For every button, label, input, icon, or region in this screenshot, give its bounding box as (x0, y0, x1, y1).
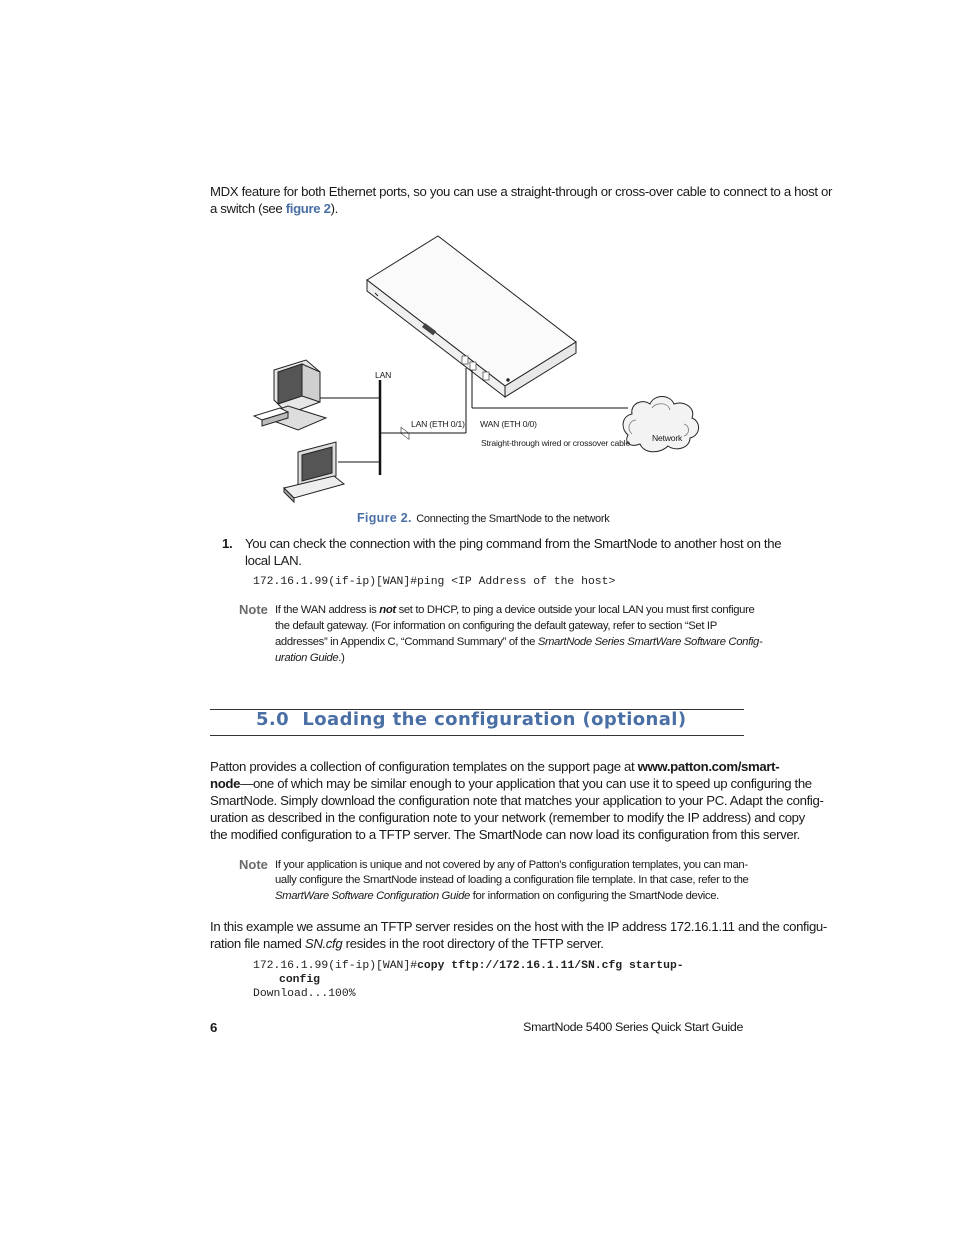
note-1-line-1: If the WAN address is not set to DHCP, to ping a device outside your local LAN you must first configure (275, 604, 755, 616)
step-number: 1. (222, 536, 233, 551)
para-1-line-2: node—one of which may be similar enough to your application that you can use it to speed up configuring the (210, 776, 812, 791)
figure-caption-text: Connecting the SmartNode to the network (416, 513, 610, 525)
note-2-line-2: ually configure the SmartNode instead of loading a configuration file template. In that case, refer to the (275, 874, 749, 886)
wan-port-label: WAN (ETH 0/0) (480, 419, 537, 429)
section-title: 5.0 Loading the configuration (optional) (256, 709, 687, 730)
intro-line-2: a switch (see figure 2). (210, 201, 338, 216)
copy-command-line-2: config (279, 974, 321, 986)
para-2-line-1: In this example we assume an TFTP server resides on the host with the IP address 172.16.1.11 and the configu- (210, 919, 827, 934)
figure-caption (357, 509, 609, 527)
step-1-line-2: local LAN. (245, 553, 302, 568)
network-cloud-icon (623, 397, 699, 452)
download-output: Download...100% (253, 988, 356, 1000)
note-2-label: Note (239, 857, 268, 872)
laptop-computer-icon (284, 442, 344, 502)
para-1-line-5: the modified configuration to a TFTP server. The SmartNode can now load its configuration from this server. (210, 827, 800, 842)
para-1-line-3: SmartNode. Simply download the configuration note that matches your application to your PC. Adapt the config- (210, 793, 824, 808)
network-label: Network (652, 433, 683, 443)
lan-port-label: LAN (ETH 0/1) (411, 419, 465, 429)
section-rule-bottom (210, 735, 744, 736)
lan-bus (320, 368, 628, 475)
patton-url[interactable]: www.patton.com/smart- (637, 759, 780, 774)
smartnode-device (367, 236, 576, 439)
note-1-line-4: uration Guide.) (275, 652, 345, 664)
note-2-line-3: SmartWare Software Configuration Guide for information on configuring the SmartNode device. (275, 890, 719, 902)
intro-line-1: MDX feature for both Ethernet ports, so you can use a straight-through or cross-over cable to connect to a host or (210, 184, 833, 199)
figure-2-link[interactable]: figure 2 (285, 201, 331, 216)
desktop-computer-icon (254, 360, 326, 430)
note-2-line-1: If your application is unique and not covered by any of Patton’s configuration templates, you can man- (275, 859, 748, 871)
note-1-label: Note (239, 602, 268, 617)
lan-label: LAN (375, 370, 392, 380)
step-1-line-1: You can check the connection with the ping command from the SmartNode to another host on the (245, 536, 782, 551)
cable-label: Straight-through wired or crossover cable (481, 438, 630, 448)
figure-label: Figure 2. (357, 511, 412, 525)
ping-command: 172.16.1.99(if-ip)[WAN]#ping <IP Address of the host> (253, 576, 616, 588)
note-1-line-3: addresses” in Appendix C, “Command Summary” of the SmartNode Series SmartWare Software Config- (275, 636, 763, 648)
para-1-line-4: uration as described in the configuration note to your network (remember to modify the IP address) and copy (210, 810, 805, 825)
para-2-line-2: ration file named SN.cfg resides in the root directory of the TFTP server. (210, 936, 604, 951)
network-diagram (240, 230, 720, 510)
copy-command-line-1: 172.16.1.99(if-ip)[WAN]#copy tftp://172.16.1.11/SN.cfg startup- (253, 960, 684, 972)
page-number: 6 (210, 1020, 217, 1035)
note-1-line-2: the default gateway. (For information on configuring the default gateway, refer to section “Set IP (275, 620, 717, 632)
guide-title: SmartNode 5400 Series Quick Start Guide (523, 1020, 743, 1034)
para-1-line-1: Patton provides a collection of configuration templates on the support page at www.patton.com/smart- (210, 759, 780, 774)
